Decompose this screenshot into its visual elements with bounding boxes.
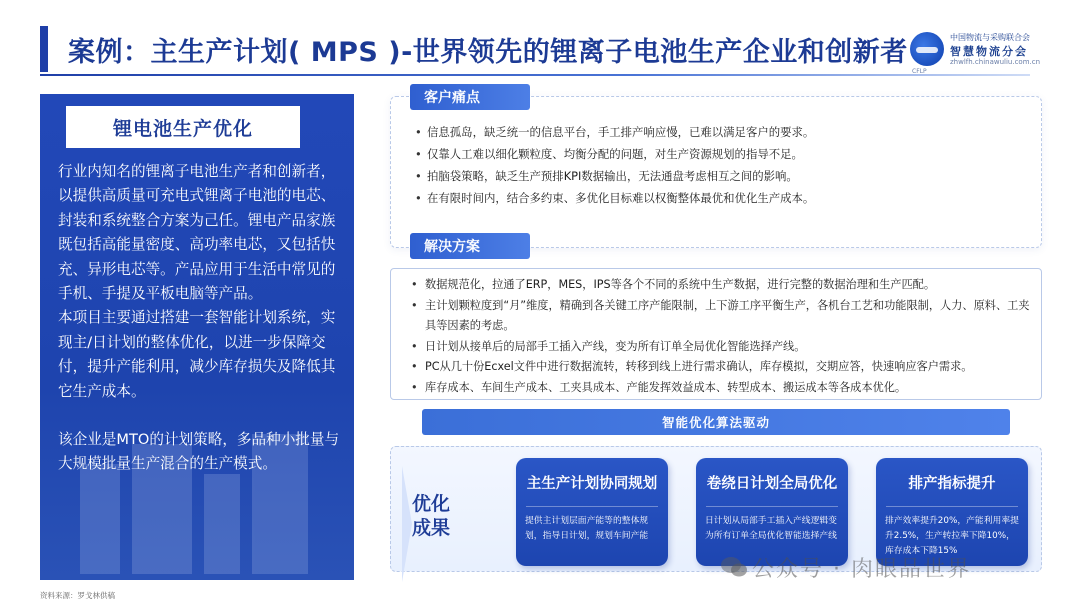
results-label — [412, 492, 450, 540]
results-label-line: 优化 — [412, 493, 451, 515]
logo-url: zhwlfh.chinawuliu.com.cn — [950, 58, 1041, 66]
card-divider — [886, 506, 1018, 507]
title-accent-bar — [40, 26, 48, 72]
result-card-title: 主生产计划协同规划 — [526, 476, 658, 492]
result-card-body: 提供主计划层面产能等的整体规划，指导日计划，规划车间产能 — [525, 516, 649, 541]
result-card-title: 排产指标提升 — [908, 476, 996, 492]
result-card-body: 排产效率提升20%，产能利用率提升2.5%，生产转拉率下降10%，库存成本下降15% — [885, 516, 1019, 556]
list-item: • 数据规范化，拉通了ERP，MES，IPS等各个不同的系统中生产数据，进行完整的数据治理和生产匹配。 — [411, 275, 1033, 296]
logo-org-name: 中国物流与采购联合会 — [950, 33, 1030, 42]
results-label-line: 成果 — [412, 517, 451, 539]
solution-label: 解决方案 — [410, 233, 530, 259]
watermark-text: 公众号 · 肉眼品世界 — [752, 557, 971, 582]
list-item: • 在有限时间内，结合多约束、多优化目标难以权衡整体最优和优化生产成本。 — [415, 187, 1025, 209]
cflp-logo — [910, 30, 1060, 74]
intro-panel — [40, 94, 354, 580]
panel-subtitle: 锂电池生产优化 — [112, 117, 253, 140]
page-title: 案例：主生产计划( MPS )-世界领先的锂离子电池生产企业和创新者 — [68, 37, 908, 68]
list-item: • 信息孤岛，缺乏统一的信息平台，手工排产响应慢，已难以满足客户的要求。 — [415, 121, 1025, 143]
list-item: • 拍脑袋策略，缺乏生产预排KPI数据输出，无法通盘考虑相互之间的影响。 — [415, 165, 1025, 187]
result-card-title: 卷绕日计划全局优化 — [706, 476, 838, 492]
intro-paragraph: 该企业是MTO的计划策略，多品种小批量与大规模批量生产混合的生产模式。 — [58, 431, 340, 473]
list-item: • 日计划从接单后的局部手工插入产线，变为所有订单全局优化智能选择产线。 — [411, 337, 1033, 358]
solution-box — [390, 268, 1042, 400]
source-note: 资料来源：罗戈林供稿 — [40, 591, 115, 600]
result-card-winding — [696, 458, 848, 566]
globe-logo-icon — [910, 32, 944, 66]
card-divider — [526, 506, 658, 507]
logo-branch-name: 智慧物流分会 — [950, 45, 1028, 58]
list-item: • 仅靠人工难以细化颗粒度、均衡分配的问题，对生产资源规划的指导不足。 — [415, 143, 1025, 165]
logo-abbr: CFLP — [912, 68, 927, 75]
list-item: • PC从几十份Ecxel文件中进行数据流转，转移到线上进行需求确认，库存模拟，交期应答，快速响应客户需求。 — [411, 357, 1033, 378]
result-card-kpi — [876, 458, 1028, 566]
result-card-mps — [516, 458, 668, 566]
pain-points-box — [390, 96, 1042, 248]
result-card-body: 日计划从局部手工插入产线逻辑变为所有订单全局优化智能选择产线 — [705, 516, 837, 541]
panel-subtitle-box — [66, 106, 300, 148]
solution-list — [411, 275, 1033, 398]
algorithm-driver-bar: 智能优化算法驱动 — [422, 409, 1010, 435]
results-arrow-shape — [402, 466, 412, 582]
intro-paragraph: 本项目主要通过搭建一套智能计划系统，实现主/日计划的整体优化，以进一步保障交付，提升产能利用，减少库存损失及降低其它生产成本。 — [58, 309, 336, 400]
list-item: • 库存成本、车间生产成本、工夹具成本、产能发挥效益成本、转型成本、搬运成本等各成本优化。 — [411, 378, 1033, 399]
list-item: • 主计划颗粒度到“月”维度，精确到各关键工序产能限制，上下游工序平衡生产，各机台工艺和功能限制，人力、原料、工夹具等因素的考虑。 — [411, 296, 1033, 337]
pain-points-list — [415, 121, 1025, 209]
pain-points-label: 客户痛点 — [410, 84, 530, 110]
intro-paragraph: 行业内知名的锂离子电池生产者和创新者，以提供高质量可充电式锂离子电池的电芯、封装和系统整合方案为己任。锂电产品家族既包括高能量密度、高功率电芯，又包括快充、异形电芯等。产品应用于生活中常见的手机、手提及平板电脑等产品。 — [58, 163, 336, 303]
wechat-icon — [720, 556, 748, 578]
card-divider — [706, 506, 838, 507]
intro-text — [58, 160, 344, 477]
title-underline — [40, 74, 1030, 76]
